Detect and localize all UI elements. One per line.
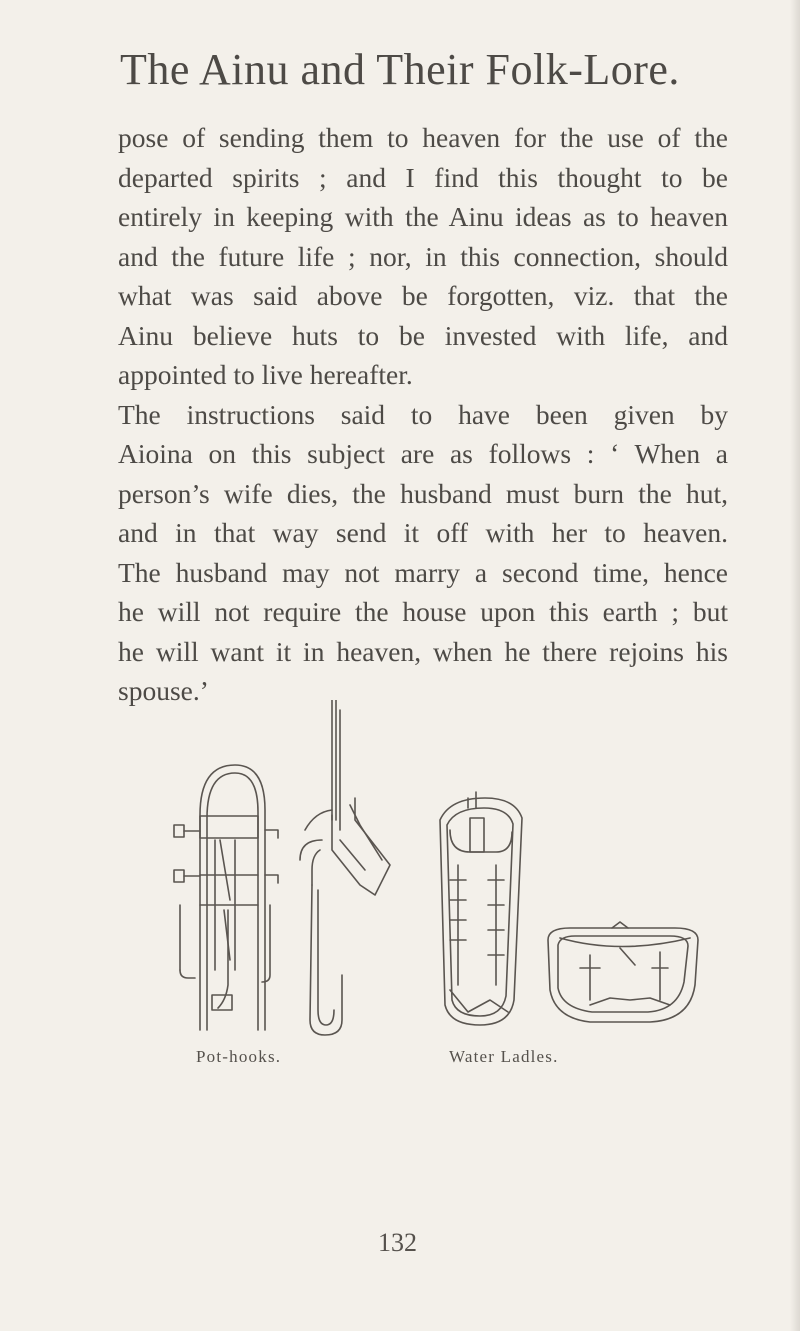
text-line: person’s wife dies, the husband must burn the hut, [118, 477, 728, 509]
pot-hook-illustration [300, 700, 390, 1035]
illustration [150, 700, 710, 1100]
text-line: departed spirits ; and I find this thought to be [118, 161, 728, 193]
water-ladle-illustration [440, 792, 522, 1025]
text-line: and the future life ; nor, in this connection, should [118, 240, 728, 272]
figure-caption-pot-hooks: Pot-hooks. [196, 1047, 282, 1066]
text-line: he will want it in heaven, when he there rejoins his [118, 635, 728, 667]
text-line: entirely in keeping with the Ainu ideas as to heaven [118, 201, 728, 232]
text-line: and in that way send it off with her to heaven. [118, 517, 728, 548]
text-line: spouse.’ [118, 675, 209, 706]
text-line: The husband may not marry a second time, hence [118, 556, 728, 588]
figure-caption-water-ladles: Water Ladles. [449, 1047, 559, 1066]
body-text [118, 118, 728, 711]
page-edge-shadow [790, 0, 800, 1331]
running-head: The Ainu and Their Folk-Lore. [120, 45, 680, 94]
text-line: pose of sending them to heaven for the use of the [118, 122, 728, 153]
text-line: appointed to live hereafter. [118, 359, 413, 390]
text-line: what was said above be forgotten, viz. that the [118, 280, 728, 311]
text-line: The instructions said to have been given by [118, 398, 728, 430]
page-number: 132 [378, 1228, 417, 1257]
text-line: he will not require the house upon this earth ; but [118, 596, 728, 627]
water-ladle-illustration [548, 922, 698, 1022]
text-line: Ainu believe huts to be invested with life, and [118, 319, 728, 351]
text-line: Aioina on this subject are as follows : ‘ When a [118, 438, 728, 469]
pot-hook-illustration [174, 765, 278, 1030]
